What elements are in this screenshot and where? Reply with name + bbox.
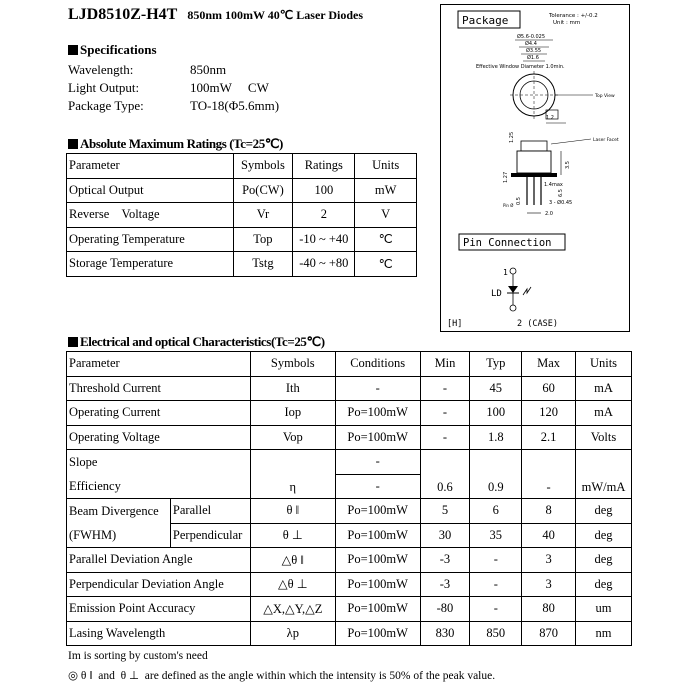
cell: -	[522, 450, 576, 499]
table-row	[67, 523, 632, 548]
cell: 120	[522, 401, 576, 426]
cell: △X,△Y,△Z	[250, 597, 335, 622]
cell: 1.8	[470, 425, 522, 450]
square-bullet-icon	[68, 337, 78, 347]
cell: -40 ~ +80	[293, 252, 355, 277]
cell: Po=100mW	[335, 499, 420, 524]
cell: um	[576, 597, 632, 622]
cell: 5	[420, 499, 470, 524]
cell: Po=100mW	[335, 572, 420, 597]
pin1-terminal	[510, 268, 516, 274]
table-row	[67, 548, 632, 573]
electrical-heading: Electrical and optical Characteristics(Tc=25℃)	[68, 334, 325, 350]
cell: 3	[522, 572, 576, 597]
table-row	[67, 425, 632, 450]
pin1-label: 1	[503, 268, 508, 277]
abs-max-heading: Absolute Maximum Ratings (Tc=25℃)	[68, 136, 283, 152]
dim-14max: 1.4max	[544, 182, 563, 188]
table-row	[67, 203, 417, 228]
cell: -80	[420, 597, 470, 622]
header-cell: Max	[522, 352, 576, 377]
cell: ℃	[355, 252, 417, 277]
cell: Po(CW)	[233, 178, 293, 203]
header-cell: Units	[355, 154, 417, 179]
laser-diode-symbol	[508, 286, 518, 293]
dim-127: 1.27	[503, 171, 509, 183]
header-cell: Ratings	[293, 154, 355, 179]
cell: θ ⊥	[250, 523, 335, 548]
package-code: [H]	[447, 319, 463, 329]
cell: mA	[576, 401, 632, 426]
cell: Perpendicular	[170, 523, 250, 548]
unit-note: Unit : mm	[553, 20, 581, 26]
flange	[511, 173, 557, 177]
cell: -3	[420, 572, 470, 597]
cell: Parallel	[170, 499, 250, 524]
cell: Vr	[233, 203, 293, 228]
header-cell: Symbols	[250, 352, 335, 377]
abs-max-table	[66, 153, 417, 277]
table-row	[67, 499, 632, 524]
cell: Efficiency	[67, 474, 251, 499]
ld-label: LD	[491, 289, 502, 299]
cell: nm	[576, 621, 632, 646]
table-row	[67, 597, 632, 622]
cell: Tstg	[233, 252, 293, 277]
table-row	[67, 178, 417, 203]
cell: Po=100mW	[335, 597, 420, 622]
cell: 0.9	[470, 450, 522, 499]
dim-12: 1.2	[546, 115, 554, 121]
cell: Po=100mW	[335, 425, 420, 450]
package-diagram-svg	[441, 5, 631, 333]
cell: deg	[576, 572, 632, 597]
part-number: LJD8510Z-H4T	[68, 6, 178, 23]
dim-20: 2.0	[545, 211, 553, 217]
cell: 60	[522, 376, 576, 401]
header-cell: Symbols	[233, 154, 293, 179]
table-row	[67, 252, 417, 277]
cell: Operating Current	[67, 401, 251, 426]
cell: Slope	[67, 450, 251, 475]
cell: Emission Point Accuracy	[67, 597, 251, 622]
cell: -10 ~ +40	[293, 227, 355, 252]
table-header-row	[67, 352, 632, 377]
cell: Volts	[576, 425, 632, 450]
cell: △θ ⊥	[250, 572, 335, 597]
header-cell: Conditions	[335, 352, 420, 377]
cell: Top	[233, 227, 293, 252]
cell: Reverse Voltage	[67, 203, 234, 228]
dim-65: 6.5	[558, 189, 564, 197]
pin-connection-title: Pin Connection	[463, 237, 552, 249]
dim-16: Ø1.6	[527, 55, 539, 61]
cell: 100	[470, 401, 522, 426]
spec-wavelength-value: 850nm	[190, 62, 227, 77]
footnote-sorting: Im is sorting by custom's need	[68, 650, 208, 662]
cell: mA	[576, 376, 632, 401]
cell: θ ‖	[250, 499, 335, 524]
spec-wavelength: Wavelength:	[68, 62, 134, 77]
cell: 6	[470, 499, 522, 524]
cell: Parallel Deviation Angle	[67, 548, 251, 573]
cell: deg	[576, 499, 632, 524]
cell: deg	[576, 548, 632, 573]
cell: 100	[293, 178, 355, 203]
table-row	[67, 450, 632, 475]
cell: Po=100mW	[335, 401, 420, 426]
cell: -	[335, 376, 420, 401]
cap-top	[521, 141, 547, 151]
header-cell: Parameter	[67, 352, 251, 377]
header-cell: Units	[576, 352, 632, 377]
cell: 2	[293, 203, 355, 228]
cell: △θ ‖	[250, 548, 335, 573]
cell: -	[470, 597, 522, 622]
dim-125: 1.25	[509, 131, 515, 143]
cell: ℃	[355, 227, 417, 252]
cell: Iop	[250, 401, 335, 426]
cell: -	[470, 548, 522, 573]
document-title	[68, 6, 363, 24]
cell: 850	[470, 621, 522, 646]
cell: 30	[420, 523, 470, 548]
table-header-row	[67, 154, 417, 179]
spec-light-output: Light Output:	[68, 80, 140, 95]
effective-window-note: Effective Window Diameter 1.0min.	[476, 64, 565, 70]
dim-3045: 3 - Ø0.45	[549, 200, 573, 206]
cell: 35	[470, 523, 522, 548]
dim-44: Ø4.4	[525, 41, 537, 47]
top-view-label: Top View	[595, 94, 615, 99]
cell: λp	[250, 621, 335, 646]
cell: 3	[522, 548, 576, 573]
spec-light-output-value: 100mW CW	[190, 80, 269, 95]
cell: Lasing Wavelength	[67, 621, 251, 646]
cell: -	[470, 572, 522, 597]
pin2-terminal	[510, 305, 516, 311]
cell: Ith	[250, 376, 335, 401]
cell: mW/mA	[576, 450, 632, 499]
cell: 80	[522, 597, 576, 622]
header-cell: Parameter	[67, 154, 234, 179]
cell: 40	[522, 523, 576, 548]
table-row	[67, 376, 632, 401]
emission-arrow-icon	[523, 287, 531, 295]
cell: Optical Output	[67, 178, 234, 203]
tolerance-note: Tolerance : +/-0.2	[549, 13, 598, 19]
cell: Po=100mW	[335, 548, 420, 573]
electrical-table	[66, 351, 632, 646]
cap-body	[517, 151, 551, 173]
cell: -	[335, 474, 420, 499]
cell: -	[420, 425, 470, 450]
cell: mW	[355, 178, 417, 203]
leader-line	[551, 139, 591, 144]
square-bullet-icon	[68, 139, 78, 149]
cell: Po=100mW	[335, 523, 420, 548]
header-cell: Typ	[470, 352, 522, 377]
specifications-heading: Specifications	[68, 42, 157, 58]
table-row	[67, 621, 632, 646]
table-row	[67, 572, 632, 597]
dim-outer: Ø5.6-0.025	[517, 34, 546, 40]
cell: 0.6	[420, 450, 470, 499]
cell: 2.1	[522, 425, 576, 450]
package-title: Package	[462, 14, 509, 27]
cell: -	[420, 401, 470, 426]
cell: deg	[576, 523, 632, 548]
cell: Vop	[250, 425, 335, 450]
cell: 870	[522, 621, 576, 646]
cell: Po=100mW	[335, 621, 420, 646]
spec-package-type-value: TO-18(Φ5.6mm)	[190, 98, 280, 113]
cell: Operating Voltage	[67, 425, 251, 450]
table-row	[67, 401, 632, 426]
package-drawing	[440, 4, 630, 332]
header-cell: Min	[420, 352, 470, 377]
cell: -3	[420, 548, 470, 573]
footnote-angle-definition: ◎ θ ‖ and θ ⊥ are defined as the angle within which the intensity is 50% of the peak value.	[68, 670, 496, 682]
cell: (FWHM)	[67, 523, 171, 548]
laser-facet-label: Laser Facet	[593, 138, 619, 143]
cell: η	[250, 450, 335, 499]
cell: Beam Divergence	[67, 499, 171, 524]
title-subtitle: 850nm 100mW 40℃ Laser Diodes	[187, 8, 364, 22]
dim-35: 3.5	[565, 161, 571, 169]
cell: Perpendicular Deviation Angle	[67, 572, 251, 597]
cell: -	[420, 376, 470, 401]
cell: Threshold Current	[67, 376, 251, 401]
pin-label: Pin Ø	[503, 203, 514, 208]
cell: -	[335, 450, 420, 475]
cell: 45	[470, 376, 522, 401]
dim-05: 0.5	[516, 197, 522, 205]
cell: 830	[420, 621, 470, 646]
cell: Operating Temperature	[67, 227, 234, 252]
spec-package-type: Package Type:	[68, 98, 144, 113]
square-bullet-icon	[68, 45, 78, 55]
cell: 8	[522, 499, 576, 524]
table-row	[67, 227, 417, 252]
cell: V	[355, 203, 417, 228]
pin2-label: 2 (CASE)	[517, 319, 558, 329]
dim-355: Ø3.55	[526, 48, 542, 54]
top-view-inner-circle	[520, 81, 548, 109]
cell: Storage Temperature	[67, 252, 234, 277]
